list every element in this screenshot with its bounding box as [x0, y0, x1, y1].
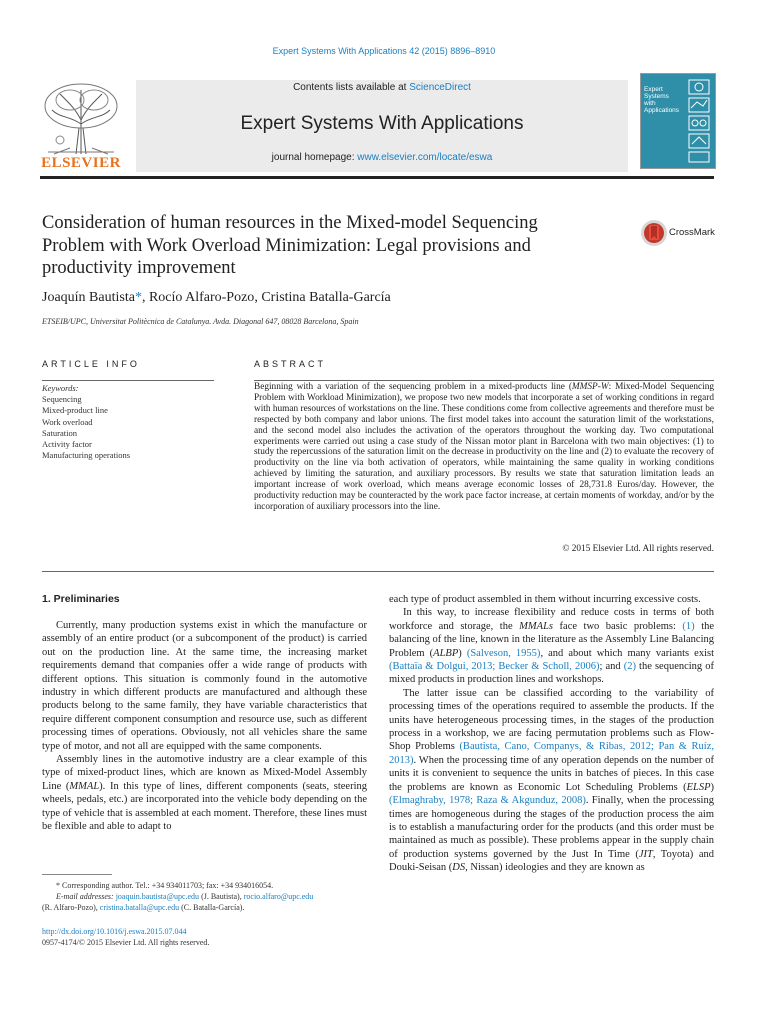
- doi-link[interactable]: http://dx.doi.org/10.1016/j.eswa.2015.07.044: [42, 927, 187, 936]
- journal-homepage-line: journal homepage: www.elsevier.com/locate/eswa: [271, 152, 493, 163]
- article-info-divider: [42, 380, 214, 381]
- author-affiliation: ETSEIB/UPC, Universitat Politècnica de Catalunya. Avda. Diagonal 647, 08028 Barcelona, Spain: [42, 317, 359, 326]
- footnote-divider: [42, 874, 112, 875]
- author-name: Rocío Alfaro-Pozo: [148, 290, 255, 305]
- corresponding-author-mark[interactable]: *: [134, 290, 142, 305]
- abstract-body: Beginning with a variation of the sequencing problem in a mixed-products line (MMSP-W: Mixed-Model Sequencing Problem with Workload Minimization), we propose two new models that incorporate a set of working conditions in regard with human resources of workstations on the line. These conditions come from collective agreements and therefore must be respected by both company and labor unions. The first model takes into account the saturation limit of the workstations, and the second model also includes the activation of the operators throughout the working day. Two computational experiments were carried out using a case study of the Nissan motor plant in Barcelona with two main objectives: (1) to study the repercussions of the saturation limit on the decrease in productivity on the line and (2) to evaluate the recovery of productivity on the line via both activation of operators, while maintaining the same quality in working conditions achieved by limiting the saturation, and auxiliary processors. By results we state that saturation limitation leads an important increase of work overload, which means average economic losses of 28,731.8 Euros/day. However, the productivity reduction may be counteracted by the work pace factor increase, at certain moments of workday, and/or by the incorporation of auxiliary processors into the line.: [254, 382, 714, 512]
- author-name: Joaquín Bautista: [42, 290, 135, 305]
- email-link[interactable]: joaquin.bautista@upc.edu: [115, 892, 200, 902]
- keyword: Activity factor: [42, 439, 92, 450]
- keyword: Sequencing: [42, 394, 82, 405]
- citation-link[interactable]: (Battaïa & Dolgui, 2013; Becker & Scholl, 2006): [389, 661, 600, 673]
- abstract-bottom-divider: [42, 571, 714, 572]
- issn-copyright: 0957-4174/© 2015 Elsevier Ltd. All rights reserved.: [42, 937, 210, 947]
- journal-masthead-band: [136, 80, 628, 172]
- keyword: Work overload: [42, 416, 93, 427]
- email-addresses: E-mail addresses: joaquin.bautista@upc.edu (J. Bautista), rocio.alfaro@upc.edu: [56, 892, 314, 902]
- abstract-copyright: © 2015 Elsevier Ltd. All rights reserved.: [562, 544, 714, 554]
- keywords-label: Keywords:: [42, 383, 79, 393]
- email-link[interactable]: cristina.batalla@upc.edu: [99, 903, 180, 913]
- abstract-heading: ABSTRACT: [254, 359, 327, 369]
- elsevier-logo[interactable]: [40, 80, 122, 172]
- author-name: Cristina Batalla-García: [261, 290, 391, 305]
- email-addresses-cont: (R. Alfaro-Pozo), cristina.batalla@upc.edu (C. Batalla-García).: [42, 903, 245, 913]
- keywords-list: [42, 383, 130, 461]
- sciencedirect-link[interactable]: ScienceDirect: [409, 82, 471, 93]
- journal-citation-link[interactable]: Expert Systems With Applications 42 (2015) 8896–8910: [272, 46, 496, 56]
- keyword: Saturation: [42, 427, 77, 438]
- citation-link[interactable]: (Bautista, Cano, Companys, & Ribas, 2012; Pan & Ruíz, 2013): [389, 741, 714, 766]
- crossmark-label: CrossMark: [669, 227, 715, 238]
- list-number-link[interactable]: (2): [623, 661, 636, 673]
- crossmark-icon: [640, 218, 668, 248]
- email-link[interactable]: rocio.alfaro@upc.edu: [243, 892, 314, 902]
- footnotes: [42, 880, 372, 914]
- journal-cover-thumbnail[interactable]: [640, 73, 716, 169]
- article-title: Consideration of human resources in the Mixed-model Sequencing Problem with Work Overload Minimization: Legal provisions and productivity improvement: [42, 213, 538, 278]
- journal-homepage-link[interactable]: www.elsevier.com/locate/eswa: [357, 152, 493, 163]
- masthead-divider: [40, 176, 714, 179]
- elsevier-wordmark: ELSEVIER: [41, 155, 121, 171]
- cover-graphic-icon: [687, 78, 711, 164]
- body-paragraph: In this way, to increase flexibility and reduce costs in terms of both workforce and storage, the MMALs face two basic problems: (1) the balancing of the line, known in the literature as the Assembly Line Balancing Problem (ALBP) (Salveson, 1955), and about which many variants exist (Battaïa & Dolgui, 2013; Becker & Scholl, 2006); and (2) the sequencing of mixed products in production lines and workshops.: [389, 607, 715, 686]
- journal-title: Expert Systems With Applications: [240, 113, 524, 134]
- author-list: Joaquín Bautista*, Rocío Alfaro-Pozo, Cristina Batalla-García: [42, 290, 391, 305]
- cover-title: Expert Systems with Applications: [644, 86, 680, 114]
- keyword: Mixed-product line: [42, 405, 108, 416]
- body-paragraph: each type of product assembled in them without incurring excessive costs.: [389, 594, 701, 605]
- tree-icon: [40, 80, 122, 156]
- corresponding-author-note: * Corresponding author. Tel.: +34 934011703; fax: +34 934016054.: [56, 881, 274, 890]
- body-column-right: [389, 593, 714, 875]
- citation-link[interactable]: (Salveson, 1955): [466, 647, 541, 659]
- crossmark-badge[interactable]: [640, 218, 720, 248]
- keyword: Manufacturing operations: [42, 450, 131, 461]
- body-paragraph: Currently, many production systems exist in which the manufacture or assembly of an entire product (or a subcomponent of the product) is carried out on the production line. At the same time, the increasing market requirements demand that companies offer a wide range of products with different options. This situation is commonly found in the automotive industry in which different products are manufactured and although these products belong to the same family, they have variable characteristics that require different component consumption and resource use, such as different processing times of operations. Obviously, not all vehicles share the same type of motor, and not all are equipped with the same components.: [42, 620, 367, 752]
- list-number-link[interactable]: (1): [682, 620, 695, 632]
- body-column-left: [42, 619, 367, 834]
- article-info-heading: ARTICLE INFO: [42, 359, 140, 369]
- doi-block: [42, 927, 209, 948]
- body-paragraph: Assembly lines in the automotive industry are a clear example of this type of mixed-product lines, which are known as Mixed-Model Assembly Line (MMAL). In this type of lines, different components (seats, steering wheels, pedals, etc.) are incorporated into the vehicle body depending on the type of vehicle that is assembled at each moment. Therefore, these lines must be flexible and able to adapt to: [42, 754, 367, 833]
- section-heading: 1. Preliminaries: [42, 593, 120, 605]
- citation-link[interactable]: (Elmaghraby, 1978; Raza & Akgunduz, 2008): [389, 795, 586, 807]
- contents-available-line: Contents lists available at ScienceDirect: [293, 82, 471, 93]
- abstract-divider: [254, 380, 714, 381]
- body-paragraph: The latter issue can be classified according to the variability of processing times of the operations required to assemble the products. If the units have heterogeneous processing times, in the stages of the production process in a workshop, we are facing permutation problems such as Flow-Shop Problems (Bautista, Cano, Companys, & Ribas, 2012; Pan & Ruíz, 2013). When the processing time of any operation depends on the number of units it is convenient to sequence the units in batches of pieces. In this case the problems are known as Economic Lot Scheduling Problems (ELSP) (Elmaghraby, 1978; Raza & Akgunduz, 2008). Finally, when the processing times are homogeneous during the stages of the production process the aim is to establish a manufacturing order for the products (and this order must be maintained as much as possible). These problems appear in the supply chain of production systems governed by the Just In Time (JIT, Toyota) and Douki-Seisan (DS, Nissan) ideologies and they are known as: [389, 687, 714, 874]
